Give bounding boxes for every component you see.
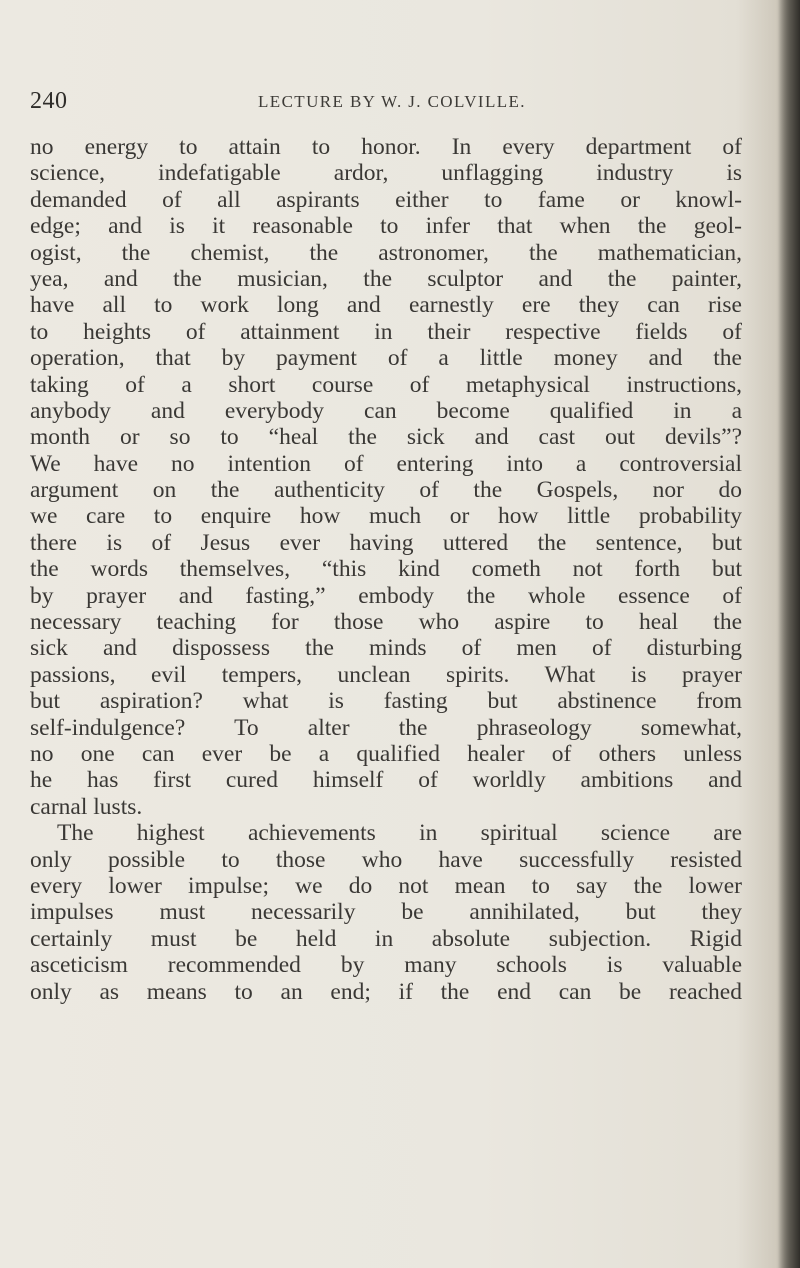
text-line: to heights of attainment in their respective fields of: [30, 318, 742, 345]
text-line: asceticism recommended by many schools is valuable: [30, 952, 742, 979]
text-line: edge; and is it reasonable to infer that when the geol-: [30, 213, 742, 240]
text-line: operation, that by payment of a little money and the: [30, 345, 742, 372]
text-line: science, indefatigable ardor, unflagging industry is: [30, 160, 742, 187]
text-line: he has first cured himself of worldly ambitions and: [30, 767, 742, 794]
paragraph-end-line: carnal lusts.: [30, 793, 143, 820]
text-line: no energy to attain to honor. In every department of: [30, 134, 742, 160]
text-line: sick and dispossess the minds of men of disturbing: [30, 635, 742, 662]
text-line: the words themselves, “this kind cometh not forth but: [30, 556, 742, 583]
text-line: only as means to an end; if the end can be reached: [30, 978, 742, 1005]
text-line: argument on the authenticity of the Gospels, nor do: [30, 477, 742, 504]
text-line: necessary teaching for those who aspire to heal the: [30, 609, 742, 636]
body-text: [30, 134, 742, 1005]
paragraph-start-line: The highest achievements in spiritual science are: [57, 820, 742, 847]
text-line: there is of Jesus ever having uttered the sentence, but: [30, 529, 742, 556]
text-line: taking of a short course of metaphysical instructions,: [30, 371, 742, 398]
running-head: [30, 88, 730, 118]
text-line: demanded of all aspirants either to fame or knowl-: [30, 186, 742, 213]
page-number: 240: [30, 88, 68, 114]
text-line: only possible to those who have successfully resisted: [30, 846, 742, 873]
text-line: yea, and the musician, the sculptor and the painter,: [30, 265, 742, 292]
text-line: no one can ever be a qualified healer of others unless: [30, 740, 742, 767]
text-line: we care to enquire how much or how little probability: [30, 503, 742, 530]
text-line: passions, evil tempers, unclean spirits. What is prayer: [30, 661, 742, 688]
text-line: every lower impulse; we do not mean to say the lower: [30, 872, 742, 899]
text-line: impulses must necessarily be annihilated, but they: [30, 899, 742, 926]
text-line: self-indulgence? To alter the phraseology somewhat,: [30, 714, 742, 741]
text-line: by prayer and fasting,” embody the whole essence of: [30, 582, 742, 609]
running-head-title: LECTURE BY W. J. COLVILLE.: [258, 92, 526, 111]
text-line: but aspiration? what is fasting but abstinence from: [30, 688, 742, 715]
text-line: have all to work long and earnestly ere they can rise: [30, 292, 742, 319]
text-line: ogist, the chemist, the astronomer, the mathematician,: [30, 239, 742, 266]
page-binding-shadow: [778, 0, 800, 1268]
text-line: certainly must be held in absolute subjection. Rigid: [30, 925, 742, 952]
text-line: anybody and everybody can become qualified in a: [30, 397, 742, 424]
text-line: month or so to “heal the sick and cast out devils”?: [30, 424, 742, 451]
text-line: We have no intention of entering into a controversial: [30, 450, 742, 477]
